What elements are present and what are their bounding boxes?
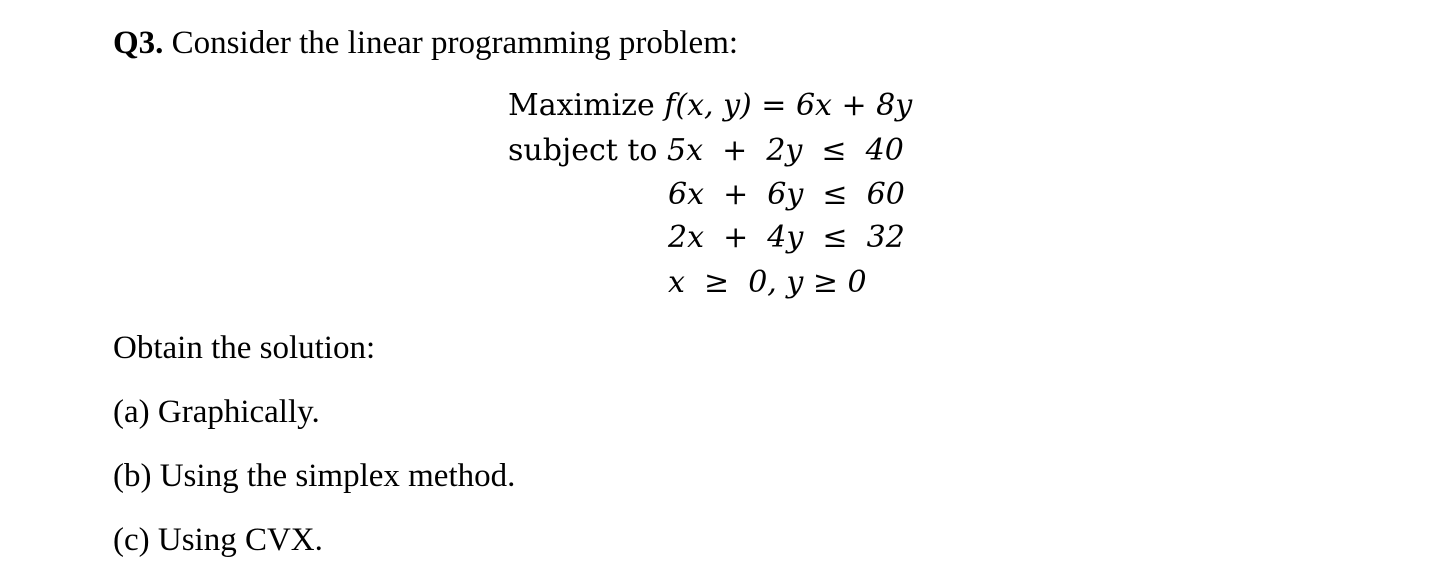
objective-lhs: f(x, y) [664,88,752,123]
part-a: (a) Graphically. [113,394,320,430]
constraint-prefix: subject to [508,133,668,168]
part-c: (c) Using CVX. [113,522,323,558]
question-text: Consider the linear programming problem: [163,25,739,61]
objective-function [508,86,912,126]
constraint-expression: 5x + 2y ≤ 40 [667,133,904,168]
objective-equals: = [751,88,796,123]
obtain-instruction: Obtain the solution: [113,330,376,366]
constraint-expression: 6x + 6y ≤ 60 [668,177,905,212]
objective-verb: Maximize [508,88,665,123]
constraint-1 [508,131,904,171]
objective-rhs: 6x + 8y [795,88,913,123]
question-heading [113,22,738,64]
question-number: Q3. [113,25,164,61]
constraint-2 [668,175,905,215]
constraint-expression: x ≥ 0, y ≥ 0 [668,265,867,300]
constraint-nonnegativity [668,263,867,303]
part-b: (b) Using the simplex method. [113,458,516,494]
constraint-expression: 2x + 4y ≤ 32 [668,220,905,255]
constraint-3 [668,218,905,258]
